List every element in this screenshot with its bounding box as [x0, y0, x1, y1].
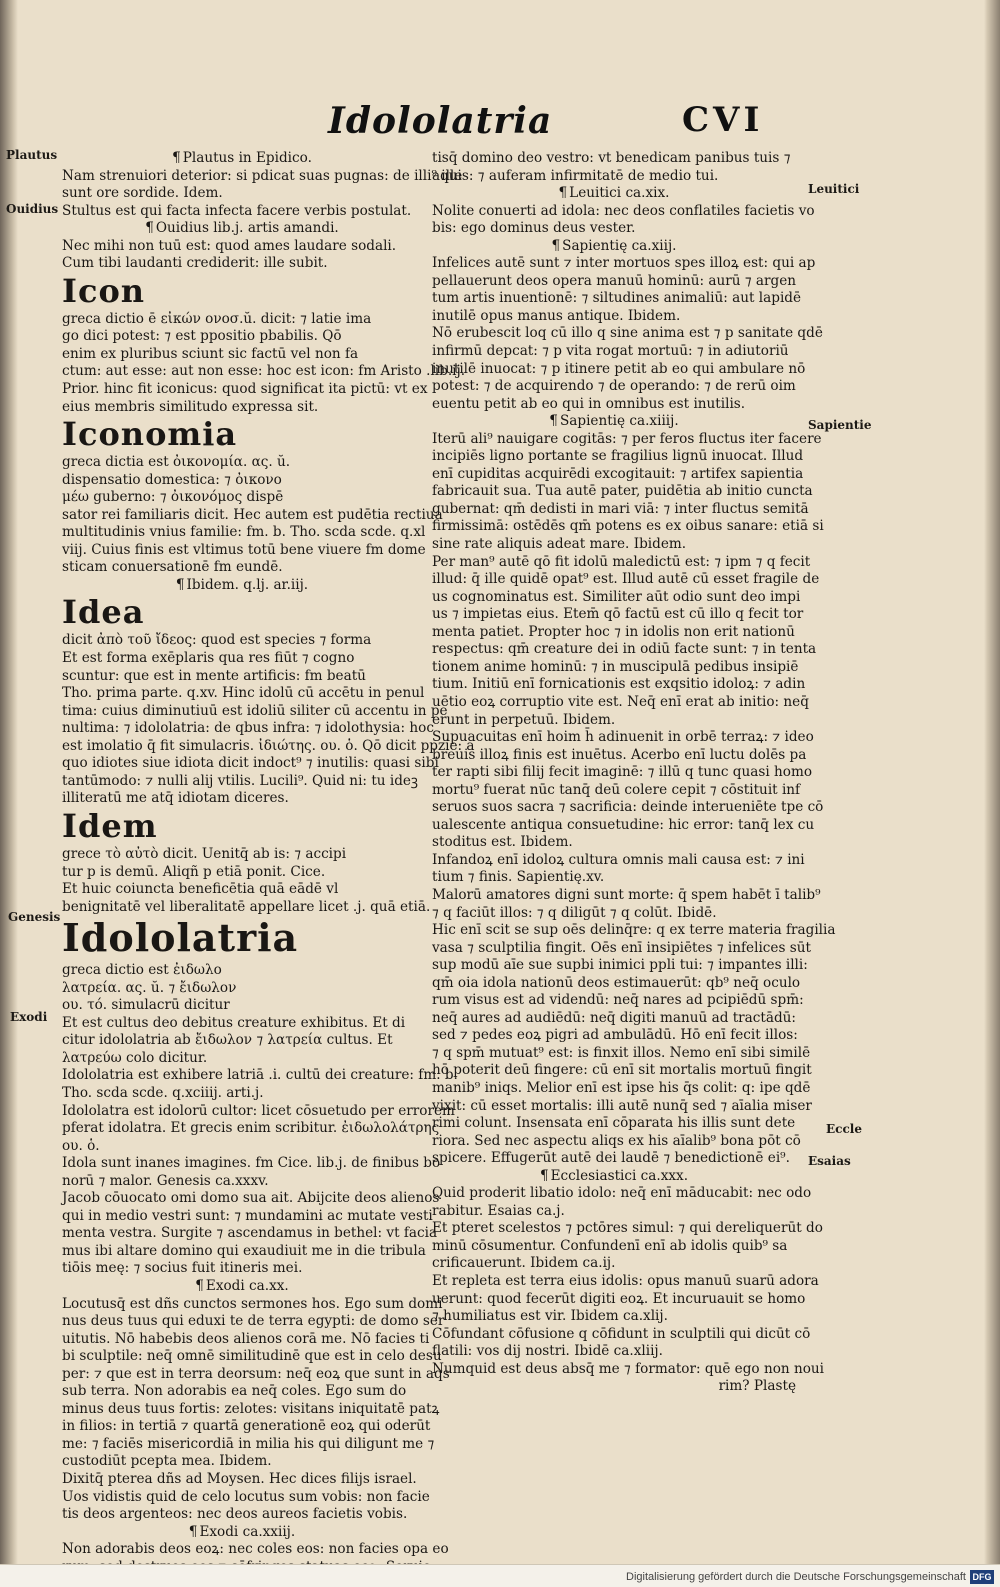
entry-heading: Idem: [62, 806, 158, 845]
text-line: Idola sunt inanes imagines. fm Cice. lib.j. de finibus bo: [62, 1155, 441, 1172]
text-line: us cognominatus est. Similiter aūt odio sunt deo impi: [432, 588, 801, 605]
text-line: Dixitq̄ pterea dñs ad Moysen. Hec dices filijs israel.: [62, 1471, 417, 1487]
text-line: Idololatra est idolorū cultor: licet cōsuetudo per errorem: [62, 1102, 455, 1119]
page-binding-shadow: [0, 0, 18, 1587]
text-line: sunt ore sordide. Idem.: [62, 185, 223, 202]
text-line: uerunt: quod fecerūt digiti eoꝝ. Et incuruauit se homo: [432, 1290, 806, 1307]
text-line: sticam conuersationē fm eundē.: [62, 559, 283, 576]
text-line: Nam strenuiori deterior: si pdicat suas pugnas: de illi⁹ ille: [62, 167, 463, 184]
text-line: ⁊ humiliatus est vir. Ibidem ca.xlij.: [432, 1308, 668, 1325]
text-line: rimi colunt. Insensata enī cōparata his illis sunt dete: [432, 1115, 796, 1132]
text-line: breuis illoꝝ finis est inuētus. Acerbo enī luctu dolēs pa: [432, 746, 807, 763]
text-line: stoditus est. Ibidem.: [432, 834, 573, 851]
dfg-logo-icon: DFG: [970, 1570, 994, 1584]
text-line: gubernat: qm̄ dedisti in mari viā: ⁊ inter fluctus semitā: [432, 500, 809, 517]
text-line: Quid proderit libatio idolo: neq̄ enī māducabit: nec odo: [432, 1185, 812, 1202]
text-line: Uos vidistis quid de celo locutus sum vobis: non facie: [62, 1488, 430, 1505]
text-line: Et repleta est terra eius idolis: opus manuū suarū adora: [432, 1273, 819, 1289]
text-line: in filios: in tertiā ⁊ quartā generationē eoꝝ qui oderūt: [62, 1418, 431, 1435]
text-line: qm̄ oia idola nationū deos estimauerūt: qb⁹ neq̄ oculo: [432, 974, 801, 991]
text-line: tis deos argenteos: nec deos aureos facietis vobis.: [62, 1506, 408, 1523]
text-line: spicere. Effugerūt autē dei laudē ⁊ benedictionē ei⁹.: [432, 1150, 790, 1167]
text-line: ctum: aut esse: aut non esse: hoc est icon: fm Aristo .lib.ij.: [62, 363, 466, 380]
citation-line: ¶ Sapientię ca.xiij.: [432, 238, 796, 256]
text-line: norū ⁊ malor. Genesis ca.xxxv.: [62, 1172, 269, 1189]
text-line: quo idiotes siue idiota dicit indoct⁹ ⁊ inutilis: quasi sibi: [62, 755, 439, 772]
text-line: grece τὸ αὐτὸ dicit. Uenitq̄ ab is: ⁊ accipi: [62, 845, 347, 862]
text-line: vasa ⁊ sculptilia fingit. Oēs enī insipiētes ⁊ infelices sūt: [432, 939, 811, 956]
text-line: rim? Plastę: [718, 1378, 796, 1395]
citation-line: ¶ Ecclesiastici ca.xxx.: [432, 1168, 796, 1186]
text-line: riora. Sed nec aspectu aliqs ex his aīalib⁹ bona pōt cō: [432, 1132, 801, 1149]
text-line: me: ⁊ faciēs misericordiā in milia his qui diligunt me ⁊: [62, 1435, 435, 1452]
margin-note: Exodi: [10, 1010, 48, 1024]
text-line: tur p is demū. Aliqñ p etiā ponit. Cice.: [62, 863, 326, 880]
citation-line: ¶ Sapientię ca.xiiij.: [432, 413, 796, 431]
text-line: sator rei familiaris dicit. Hec autem est pudētia rectiua: [62, 506, 443, 523]
text-line: greca dictia est ὀικονομία. ας. ŭ.: [62, 454, 291, 471]
text-line: bis: ego dominus deus vester.: [432, 220, 636, 237]
text-line: Et est forma exēplaris qua res fiūt ⁊ cogno: [62, 650, 355, 667]
text-line: tum artis inuentionē: ⁊ siltudines animaliū: aut lapidē: [432, 290, 802, 307]
text-line: sine rate aliquis adeat mare. Ibidem.: [432, 536, 687, 553]
footer-bar: [0, 1564, 1000, 1587]
text-line: multitudinis vnius familie: fm. b. Tho. scda scde. q.xl: [62, 524, 426, 541]
text-line: aquis: ⁊ auferam infirmitatē de medio tui.: [432, 167, 719, 184]
text-line: viij. Cuius finis est vltimus totū bene viuere fm dome: [62, 541, 426, 558]
text-line: Per man⁹ autē qō fit idolū maledictū est: ⁊ ipm ⁊ q fecit: [432, 553, 811, 570]
text-line: Idololatria est exhibere latriā .i. cultū dei creature: fm. b.: [62, 1067, 458, 1084]
text-line: flatili: vos dij nostri. Ibidē ca.xliij.: [432, 1343, 663, 1360]
text-line: Numquid est deus absq̄ me ⁊ formator: quē ego non noui: [432, 1360, 824, 1377]
text-line: minus deus tuus fortis: zelotes: visitans iniquitatē patꝝ: [62, 1400, 440, 1417]
text-line: respectus: qm̄ creature dei in odiū facte sunt: ⁊ in tenta: [432, 641, 817, 658]
text-line: enī cupiditas acquirēdi excogitauit: ⁊ artifex sapientia: [432, 465, 804, 482]
text-line: est imolatio q̄ fit simulacris. ἰδιώτης. ου. ὁ. Qō dicit ppzie: a: [62, 737, 475, 754]
text-line: crificauerunt. Ibidem ca.ij.: [432, 1255, 616, 1272]
text-line: ter rapti sibi filij fecit imaginē: ⁊ illū q tunc quasi homo: [432, 764, 813, 781]
text-line: Non adorabis deos eoꝝ: nec coles eos: non facies opa eo: [62, 1541, 449, 1558]
text-line: Prior. hinc fit iconicus: quod significat ita pictū: vt ex: [62, 381, 428, 398]
text-line: tium ⁊ finis. Sapientię.xv.: [432, 869, 605, 886]
text-line: inutilē inuocat: ⁊ p itinere petit ab eo qui ambulare nō: [432, 360, 806, 377]
text-line: ου. ὁ.: [62, 1137, 100, 1154]
margin-note: Eccle: [826, 1122, 862, 1136]
text-line: sed ⁊ pedes eoꝝ pigri ad ambulādū. Hō enī fecit illos:: [432, 1027, 798, 1044]
margin-note: Genesis: [8, 910, 61, 924]
text-line: qui in medio vestri sunt: ⁊ mundamini ac mutate vesti: [62, 1207, 433, 1224]
text-line: Locutusq̄ est dñs cunctos sermones hos. Ego sum domi: [62, 1295, 443, 1312]
text-line: Nolite conuerti ad idola: nec deos conflatiles facietis vo: [432, 202, 815, 219]
text-line: λατρεύω colo dicitur.: [62, 1049, 208, 1066]
text-line: bi sculptile: neq̄ omnē similitudinē que est in celo desu: [62, 1348, 442, 1365]
running-title: Idololatria: [328, 100, 553, 142]
page-edge-shadow: [984, 0, 1000, 1587]
text-line: rabitur. Esaias ca.j.: [432, 1202, 565, 1219]
citation-line: ¶ Leuitici ca.xix.: [432, 185, 796, 203]
text-line: manib⁹ iniqs. Melior enī est ipse his q̄s colit: q: ipe qdē: [432, 1079, 811, 1096]
text-line: pellauerunt deos opera manuū hominū: aurū ⁊ argen: [432, 272, 797, 289]
text-line: Malorū amatores digni sunt morte: q̄ spem habēt ī talib⁹: [432, 886, 821, 903]
text-line: per: ⁊ que est in terra deorsum: neq̄ eoꝝ que sunt in aqs: [62, 1365, 450, 1382]
text-line: uitutis. Nō habebis deos alienos corā me. Nō facies ti: [62, 1330, 430, 1347]
text-line: tiōis meę: ⁊ socius fuit itineris mei.: [62, 1260, 303, 1277]
text-line: Infelices autē sunt ⁊ inter mortuos spes illoꝝ est: qui ap: [432, 255, 816, 272]
text-line: sub terra. Non adorabis ea neq̄ coles. Ego sum do: [62, 1383, 407, 1400]
text-line: scuntur: que est in mente artificis: fm beatū: [62, 667, 366, 684]
text-line: Infandoꝝ enī idoloꝝ cultura omnis mali causa est: ⁊ ini: [432, 851, 805, 868]
text-line: ualescente antiqua consuetudine: hic error: tanq̄ lex cu: [432, 816, 815, 833]
text-line: Et est cultus deo debitus creature exhibitus. Et di: [62, 1014, 406, 1031]
text-line: λατρεία. ας. ŭ. ⁊ ἔιδωλον: [62, 979, 237, 996]
text-line: vixit: cū esset mortalis: illi autē nunq̄ sed ⁊ aīalia miser: [432, 1097, 812, 1114]
text-line: Hic enī scit se sup oēs delinq̄re: q ex terre materia fragilia: [432, 922, 836, 939]
citation-line: ¶ Exodi ca.xxiij.: [62, 1524, 422, 1542]
text-line: nus deus tuus qui eduxi te de terra egypti: de domo ser: [62, 1313, 445, 1330]
entry-heading: Idololatria: [62, 915, 299, 961]
text-line: Cōfundant cōfusione q cōfidunt in sculptili qui dicūt cō: [432, 1325, 811, 1342]
text-line: illiteratū me atq̄ idiotam diceres.: [62, 790, 289, 807]
text-line: tisq̄ domino deo vestro: vt benedicam panibus tuis ⁊: [432, 150, 791, 166]
text-line: hō poterit deū fingere: cū enī sit mortalis mortuū fingit: [432, 1062, 812, 1079]
left-text-column: [62, 150, 475, 1576]
folio-number: CVI: [682, 100, 764, 140]
citation-line: ¶ Plautus in Epidico.: [62, 150, 422, 168]
text-line: go dici potest: ⁊ est ppositio pbabilis. Qō: [62, 328, 342, 345]
text-line: μέω guberno: ⁊ ὀικονόμος dispē: [62, 489, 284, 506]
text-line: rum visus est ad videndū: neq̄ nares ad pcipiēdū spm̄:: [432, 992, 804, 1009]
text-line: Nec mihi non tuū est: quod ames laudare sodali.: [62, 237, 397, 254]
text-line: Tho. prima parte. q.xv. Hinc idolū cū accētu in penul: [62, 685, 425, 702]
margin-note: Esaias: [808, 1154, 851, 1168]
text-line: benignitatē vel liberalitatē appellare licet .j. quā etiā.: [62, 898, 431, 915]
text-line: sup modū aīe sue supbi inimici ppli tui: ⁊ impantes illi:: [432, 957, 808, 974]
text-line: greca dictio ē εἰκών ονοσ.ŭ. dicit: ⁊ latie ima: [62, 310, 372, 327]
margin-note: Ouidius: [6, 202, 59, 216]
text-line: incipiēs ligno portante se fragilius lignū inuocat. Illud: [432, 448, 804, 465]
margin-note: Plautus: [6, 148, 58, 162]
right-text-column: [432, 150, 836, 1396]
text-line: potest: ⁊ de acquirendo ⁊ de operando: ⁊ de rerū oim: [432, 378, 796, 395]
text-line: tionem anime hominū: ⁊ in muscipulā pedibus insipiē: [432, 658, 799, 675]
text-line: citur idololatria ab ἔιδωλον ⁊ λατρεία cultus. Et: [62, 1032, 393, 1049]
text-line: Et huic coiuncta beneficētia quā eādē vl: [62, 881, 339, 898]
citation-line: ¶ Ouidius lib.j. artis amandi.: [62, 220, 422, 238]
text-line: menta patiet. Propter hoc ⁊ in idolis non erit nationū: [432, 623, 795, 640]
text-line: seruos suos sacra ⁊ sacrificia: deinde interueniēte tpe cō: [432, 799, 824, 816]
text-line: Supuacuitas enī hoim h̄ adinuenit in orbē terraꝝ: ⁊ ideo: [432, 729, 814, 746]
text-line: greca dictio est ἐιδωλο: [62, 962, 222, 979]
text-line: illud: q̄ ille quidē opat⁹ est. Illud autē cū esset fragile de: [432, 571, 820, 588]
entry-heading: Iconomia: [62, 415, 238, 454]
text-line: infirmū depcat: ⁊ p vita rogat mortuū: ⁊ in adiutoriū: [432, 343, 789, 360]
text-line: us ⁊ impietas eius. Etem̄ qō factū est cū illo q fecit tor: [432, 606, 804, 623]
margin-note: Sapientie: [808, 418, 872, 432]
text-line: enim ex pluribus sciunt sic factū vel non fa: [62, 345, 359, 362]
text-line: Jacob cōuocato omi domo sua ait. Abijcite deos alienos: [62, 1190, 440, 1207]
text-line: inutilē opus manus antique. Ibidem.: [432, 307, 681, 324]
text-line: ου. τό. simulacrū dicitur: [62, 997, 230, 1014]
text-line: custodiūt pcepta mea. Ibidem.: [62, 1453, 272, 1470]
text-line: Iterū ali⁹ nauigare cogitās: ⁊ per feros fluctus iter facere: [432, 430, 822, 447]
text-line: ⁊ q spm̄ mutuat⁹ est: is finxit illos. Nemo enī sibi similē: [432, 1044, 811, 1061]
text-line: nultima: ⁊ idololatria: de qbus infra: ⁊ idolothysia: hoc: [62, 720, 434, 737]
citation-line: ¶ Exodi ca.xx.: [62, 1278, 422, 1296]
text-line: Cum tibi laudanti crediderit: ille subit.: [62, 255, 328, 272]
text-line: tima: cuius diminutiuū est idoliū siliter cū accentu in pe: [62, 702, 448, 719]
entry-heading: Icon: [62, 271, 146, 310]
text-line: fabricauit sua. Tua autē pater, puidētia ab initio cuncta: [432, 483, 813, 500]
text-line: tium. Initiū enī fornicationis est exqsitio idoloꝝ: ⁊ adin: [432, 676, 806, 693]
entry-heading: Idea: [62, 593, 145, 632]
text-line: tantūmodo: ⁊ nulli alij vtilis. Lucili⁹. Quid ni: tu ideꝫ: [62, 772, 418, 789]
text-line: mus ibi altare domino qui exaudiuit me in die tribula: [62, 1242, 426, 1259]
text-line: minū cōsumentur. Confundenī enī ab idolis quib⁹ sa: [432, 1237, 788, 1254]
text-line: ⁊ q faciūt illos: ⁊ q diligūt ⁊ q colūt. Ibidē.: [432, 904, 717, 921]
margin-note: Leuitici: [808, 182, 860, 196]
text-line: eius membris similitudo expressa sit.: [62, 398, 319, 415]
text-line: Et pteret scelestos ⁊ pctōres simul: ⁊ qui dereliquerūt do: [432, 1220, 823, 1237]
digitization-credit: Digitalisierung gefördert durch die Deutsche Forschungsgemeinschaft: [626, 1571, 966, 1583]
text-line: Tho. scda scde. q.xciiij. arti.j.: [62, 1084, 264, 1101]
text-line: pferat idolatra. Et grecis enim scribitur. ἐιδωλολάτρης: [62, 1120, 440, 1137]
text-line: neq̄ aures ad audiēdū: neq̄ digiti manuū ad tractādū:: [432, 1009, 797, 1026]
text-line: Nō erubescit loq cū illo q sine anima est ⁊ p sanitate qdē: [432, 325, 823, 342]
text-line: dispensatio domestica: ⁊ ὀικονο: [62, 471, 282, 488]
text-line: mortu⁹ fuerat nūc tanq̄ deū colere cepit ⁊ cōstituit inf: [432, 781, 801, 798]
text-line: firmissimā: ostēdēs qm̄ potens es ex oibus sanare: etiā si: [432, 518, 824, 535]
text-line: menta vestra. Surgite ⁊ ascendamus in bethel: vt facia: [62, 1225, 438, 1242]
text-line: euentu petit ab eo qui in omnibus est inutilis.: [432, 395, 746, 412]
text-line: uētio eoꝝ corruptio vite est. Neq̄ enī erat ab initio: neq̄: [432, 693, 809, 710]
text-line: erunt in perpetuū. Ibidem.: [432, 711, 616, 728]
text-line: dicit ἀπὸ τοῦ ἴδεος: quod est species ⁊ forma: [62, 632, 372, 649]
text-line: Stultus est qui facta infecta facere verbis postulat.: [62, 202, 412, 219]
citation-line: ¶ Ibidem. q.lj. ar.iij.: [62, 577, 422, 595]
